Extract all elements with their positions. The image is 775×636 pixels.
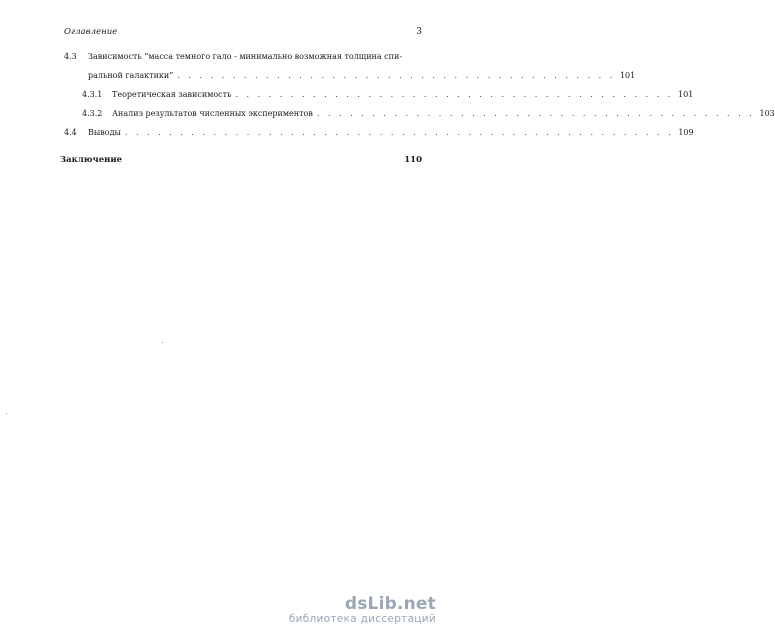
watermark-subtitle: библиотека диссертаций bbox=[288, 613, 436, 625]
toc-page-number: 103 bbox=[759, 109, 775, 118]
toc-title: Зависимость “масса темного гало - минимально возможная толщина спи- bbox=[88, 52, 403, 61]
watermark bbox=[289, 595, 436, 626]
toc-entry-4-3-1[interactable] bbox=[64, 89, 694, 100]
toc-number: 4.3.1 bbox=[82, 90, 103, 99]
toc-page-number: 109 bbox=[678, 128, 694, 137]
toc-number: 4.4 bbox=[64, 128, 77, 137]
toc-page-number: 101 bbox=[678, 90, 694, 99]
scan-speck bbox=[162, 342, 163, 343]
toc-title: Теоретическая зависимость bbox=[112, 90, 232, 99]
page-number: 3 bbox=[416, 27, 422, 37]
toc-number: 4.3.2 bbox=[82, 109, 103, 118]
toc-entry-4-3[interactable] bbox=[64, 51, 422, 62]
scan-speck bbox=[6, 413, 7, 414]
toc-leader-dots: . . . . . . . . . . . . . . . . . . . . . . . . . . . . . . . . . . . . . . . . bbox=[177, 71, 616, 80]
toc-entry-4-4[interactable] bbox=[64, 127, 694, 138]
toc-entry-4-3-continuation[interactable] bbox=[64, 70, 636, 81]
toc-leader-dots: . . . . . . . . . . . . . . . . . . . . . . . . . . . . . . . . . . . . . . . . bbox=[235, 90, 674, 99]
toc-page-number: 101 bbox=[619, 71, 636, 80]
toc-title: Выводы bbox=[88, 128, 121, 137]
watermark-logo: dsLib.net bbox=[344, 594, 436, 614]
toc-page-number: 110 bbox=[404, 155, 422, 165]
toc-entry-conclusion[interactable] bbox=[60, 155, 422, 166]
toc-number: 4.3 bbox=[64, 52, 77, 61]
toc-leader-dots: . . . . . . . . . . . . . . . . . . . . . . . . . . . . . . . . . . . . . . . . . . . . . . . . . . bbox=[124, 128, 674, 137]
running-title: Оглавление bbox=[64, 27, 118, 37]
toc-title: ральной галактики” bbox=[88, 71, 174, 80]
toc-leader-dots: . . . . . . . . . . . . . . . . . . . . . . . . . . . . . . . . . . . . . . . . bbox=[316, 109, 755, 118]
toc-entry-4-3-2[interactable] bbox=[64, 108, 775, 119]
toc-title: Анализ результатов численных экспериментов bbox=[112, 109, 313, 118]
toc-title: Заключение bbox=[60, 155, 123, 165]
